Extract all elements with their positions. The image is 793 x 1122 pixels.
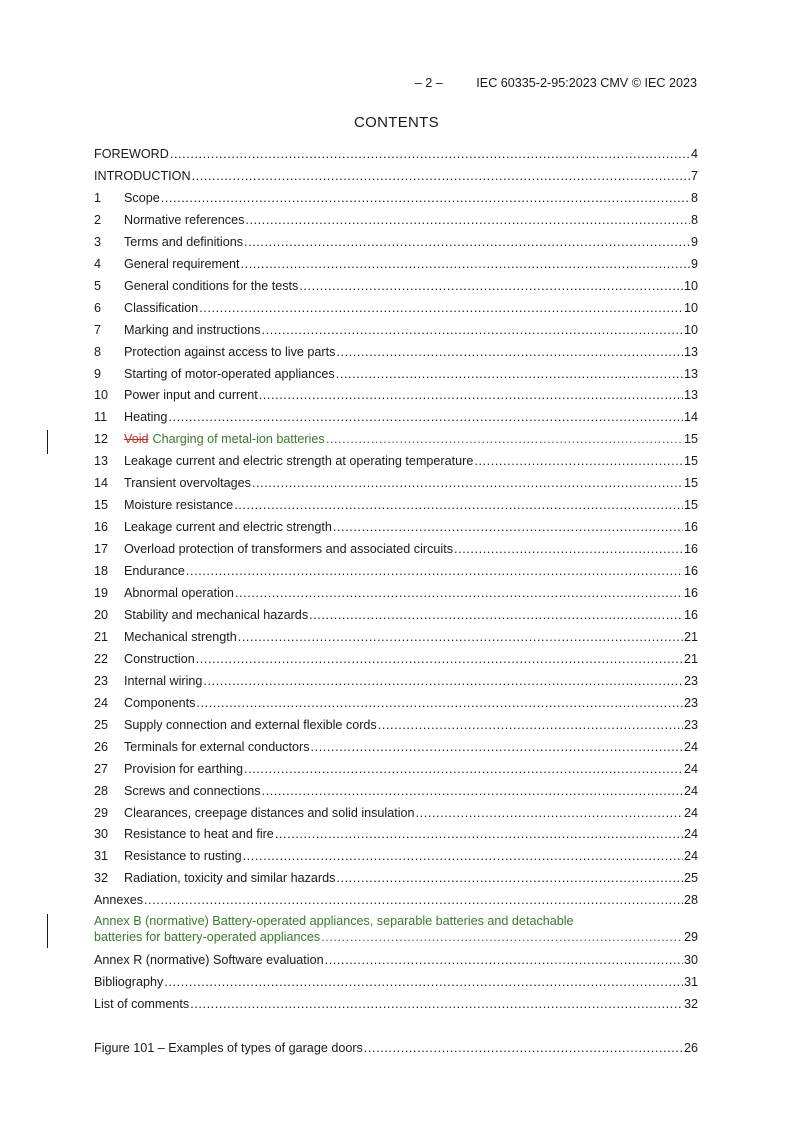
dot-leader xyxy=(245,213,690,228)
clause-number: 31 xyxy=(94,849,109,864)
toc-entry[interactable] xyxy=(94,783,698,799)
entry-text-line2: batteries for battery-operated appliances xyxy=(94,930,321,945)
toc-entry[interactable] xyxy=(94,497,698,513)
entry-text: FOREWORD xyxy=(94,147,169,161)
document-id: IEC 60335-2-95:2023 CMV © IEC 2023 xyxy=(476,76,697,90)
entry-title xyxy=(124,608,308,623)
toc-entry[interactable] xyxy=(94,256,698,272)
page-ref: 16 xyxy=(683,564,698,579)
entry-text: Screws and connections xyxy=(124,783,261,798)
dot-leader xyxy=(238,630,683,645)
toc-entry[interactable] xyxy=(94,541,698,557)
toc-entry[interactable] xyxy=(94,366,698,382)
toc-entry[interactable] xyxy=(94,409,698,425)
entry-title xyxy=(124,740,310,755)
dot-leader xyxy=(170,147,690,162)
entry-text: INTRODUCTION xyxy=(94,168,191,183)
page-ref: 24 xyxy=(683,739,698,754)
page-ref: 9 xyxy=(690,256,698,271)
page-ref: 15 xyxy=(683,432,698,447)
entry-text: Resistance to heat and fire xyxy=(124,827,274,842)
page-title: CONTENTS xyxy=(354,114,439,131)
page-ref: 31 xyxy=(683,975,698,990)
entry-title xyxy=(124,871,335,886)
page-ref: 21 xyxy=(683,629,698,644)
page-ref: 30 xyxy=(683,953,698,968)
clause-number: 17 xyxy=(94,542,109,557)
toc-entry[interactable] xyxy=(94,453,698,469)
dot-leader xyxy=(311,740,683,755)
entry-text: Figure 101 – Examples of types of garage doors xyxy=(94,1041,363,1056)
entry-text: Leakage current and electric strength xyxy=(124,520,332,535)
entry-text-line1: Annex B (normative) Battery-operated appliances, separable batteries and detachable xyxy=(94,914,574,929)
toc-entry[interactable] xyxy=(94,168,698,184)
clause-number: 4 xyxy=(94,256,102,271)
entry-text: Transient overvoltages xyxy=(124,476,251,491)
page-ref: 23 xyxy=(683,695,698,710)
toc-entry[interactable] xyxy=(94,673,698,689)
toc-entry[interactable] xyxy=(94,1040,698,1056)
page-ref: 15 xyxy=(683,498,698,513)
dot-leader xyxy=(190,997,683,1012)
entry-title xyxy=(124,542,453,557)
page-ref: 13 xyxy=(683,366,698,381)
dot-leader xyxy=(235,586,683,601)
page-ref: 10 xyxy=(683,278,698,293)
entry-text: Protection against access to live parts xyxy=(124,344,336,359)
entry-text: Construction xyxy=(124,651,195,666)
entry-text: Scope xyxy=(124,190,160,205)
page-ref: 10 xyxy=(683,322,698,337)
toc-entry[interactable] xyxy=(94,805,698,821)
entry-title xyxy=(124,762,243,777)
entry-title xyxy=(124,784,261,799)
entry-title xyxy=(124,279,298,294)
toc-entry[interactable] xyxy=(94,563,698,579)
dot-leader xyxy=(244,762,683,777)
clause-number: 22 xyxy=(94,651,109,666)
clause-number: 21 xyxy=(94,629,109,644)
entry-text: Annex R (normative) Software evaluation xyxy=(94,953,324,968)
page-ref: 16 xyxy=(683,542,698,557)
toc-entry[interactable] xyxy=(94,892,698,908)
entry-title xyxy=(124,213,244,228)
entry-title xyxy=(124,432,325,447)
clause-number: 8 xyxy=(94,344,102,359)
dot-leader xyxy=(333,520,683,535)
dot-leader xyxy=(164,975,683,990)
page-ref: 13 xyxy=(683,388,698,403)
toc-entry[interactable] xyxy=(94,322,698,338)
dot-leader xyxy=(474,454,683,469)
page-ref: 24 xyxy=(683,783,698,798)
toc-entry[interactable] xyxy=(94,212,698,228)
entry-text: Provision for earthing xyxy=(124,761,244,776)
clause-number: 26 xyxy=(94,739,109,754)
toc-entry[interactable] xyxy=(94,146,698,162)
entry-text: Radiation, toxicity and similar hazards xyxy=(124,871,336,886)
clause-number: 2 xyxy=(94,212,102,227)
entry-title xyxy=(124,235,243,250)
entry-title xyxy=(124,367,335,382)
dot-leader xyxy=(325,953,683,968)
entry-title xyxy=(124,652,195,667)
entry-text: Stability and mechanical hazards xyxy=(124,607,309,622)
entry-title xyxy=(124,586,234,601)
clause-number: 9 xyxy=(94,366,102,381)
clause-number: 6 xyxy=(94,300,102,315)
clause-number: 29 xyxy=(94,805,109,820)
dot-leader xyxy=(241,257,690,272)
page-ref: 29 xyxy=(683,930,698,945)
entry-text: General requirement xyxy=(124,256,240,271)
toc-entry[interactable] xyxy=(94,431,698,447)
page-ref: 24 xyxy=(683,805,698,820)
page-ref: 8 xyxy=(690,212,698,227)
toc-entry[interactable] xyxy=(94,607,698,623)
clause-number: 3 xyxy=(94,234,102,249)
clause-number: 23 xyxy=(94,673,109,688)
dot-leader xyxy=(199,301,683,316)
page-ref: 23 xyxy=(683,673,698,688)
entry-title xyxy=(124,301,198,316)
clause-number: 10 xyxy=(94,388,109,403)
page-ref: 24 xyxy=(683,761,698,776)
page-ref: 15 xyxy=(683,454,698,469)
entry-title xyxy=(124,520,332,535)
entry-title xyxy=(124,191,160,206)
entry-title xyxy=(124,630,237,645)
page-ref: 24 xyxy=(683,827,698,842)
dot-leader xyxy=(252,476,683,491)
toc-entry[interactable] xyxy=(94,952,698,968)
entry-title xyxy=(94,147,169,162)
toc-entry-annex-b[interactable] xyxy=(94,913,698,945)
toc-entry[interactable] xyxy=(94,695,698,711)
entry-title xyxy=(124,476,251,491)
entry-text: Endurance xyxy=(124,564,185,579)
dot-leader xyxy=(275,827,683,842)
clause-number: 15 xyxy=(94,498,109,513)
entry-line2 xyxy=(94,929,698,945)
dot-leader xyxy=(244,235,690,250)
page-ref: 28 xyxy=(683,893,698,908)
entry-title xyxy=(124,498,233,513)
page-ref: 26 xyxy=(683,1041,698,1056)
page-ref: 10 xyxy=(683,300,698,315)
clause-number: 7 xyxy=(94,322,102,337)
toc-entry[interactable] xyxy=(94,234,698,250)
toc-entry[interactable] xyxy=(94,278,698,294)
dot-leader xyxy=(299,279,683,294)
entry-title xyxy=(124,257,240,272)
entry-text: Terminals for external conductors xyxy=(124,739,310,754)
clause-number: 24 xyxy=(94,695,109,710)
dot-leader xyxy=(326,432,683,447)
deleted-text: Void xyxy=(124,432,149,447)
entry-title xyxy=(124,674,202,689)
page-ref: 8 xyxy=(690,190,698,205)
toc-entry[interactable] xyxy=(94,717,698,733)
entry-title xyxy=(94,975,163,990)
dot-leader xyxy=(321,929,683,945)
page-ref: 13 xyxy=(683,344,698,359)
toc-entry[interactable] xyxy=(94,739,698,755)
clause-number: 25 xyxy=(94,717,109,732)
dot-leader xyxy=(262,323,683,338)
clause-number: 20 xyxy=(94,607,109,622)
toc-entry[interactable] xyxy=(94,761,698,777)
page-number: – 2 – xyxy=(414,76,443,90)
entry-title xyxy=(124,718,377,733)
page-ref: 32 xyxy=(683,997,698,1012)
entry-title xyxy=(94,953,324,968)
page-ref: 21 xyxy=(683,651,698,666)
dot-leader xyxy=(196,696,683,711)
dot-leader xyxy=(203,674,683,689)
entry-text: Mechanical strength xyxy=(124,629,237,644)
dot-leader xyxy=(262,784,683,799)
dot-leader xyxy=(243,849,683,864)
page-ref: 16 xyxy=(683,607,698,622)
toc-entry[interactable] xyxy=(94,870,698,886)
entry-text: Supply connection and external flexible cords xyxy=(124,717,377,732)
clause-number: 19 xyxy=(94,586,109,600)
entry-text: List of comments xyxy=(94,997,190,1012)
entry-text: Classification xyxy=(124,300,199,315)
dot-leader xyxy=(186,564,683,579)
page-ref: 9 xyxy=(690,234,698,249)
entry-text: Marking and instructions xyxy=(124,322,261,337)
toc-entry[interactable] xyxy=(94,519,698,535)
clause-number: 13 xyxy=(94,454,109,469)
page-ref: 16 xyxy=(683,586,698,600)
entry-text: Leakage current and electric strength at operating temperature xyxy=(124,454,474,469)
entry-text: Components xyxy=(124,695,196,710)
toc-entry[interactable] xyxy=(94,974,698,990)
page-ref: 25 xyxy=(683,871,698,886)
dot-leader xyxy=(336,345,683,360)
dot-leader xyxy=(234,498,683,513)
entry-text: Moisture resistance xyxy=(124,498,234,513)
toc-entry[interactable] xyxy=(94,826,698,842)
clause-number: 32 xyxy=(94,871,109,886)
dot-leader xyxy=(259,388,683,403)
entry-text: Clearances, creepage distances and solid insulation xyxy=(124,805,415,820)
revision-bar xyxy=(47,914,48,948)
toc-entry[interactable] xyxy=(94,996,698,1012)
clause-number: 5 xyxy=(94,278,102,293)
toc-entry[interactable] xyxy=(94,300,698,316)
page-ref: 23 xyxy=(683,717,698,732)
clause-number: 12 xyxy=(94,432,109,447)
entry-text: Charging of metal-ion batteries xyxy=(152,432,325,447)
dot-leader xyxy=(309,608,683,623)
clause-number: 18 xyxy=(94,564,109,579)
entry-text: Heating xyxy=(124,410,168,425)
entry-title xyxy=(124,410,167,425)
clause-number: 27 xyxy=(94,761,109,776)
page-header xyxy=(415,76,697,90)
entry-title xyxy=(124,388,258,403)
entry-title xyxy=(94,893,143,908)
entry-title xyxy=(124,564,185,579)
entry-title xyxy=(94,1041,363,1056)
page-ref: 15 xyxy=(683,476,698,491)
entry-text: Abnormal operation xyxy=(124,586,234,600)
clause-number: 14 xyxy=(94,476,109,491)
dot-leader xyxy=(161,191,690,206)
clause-number: 11 xyxy=(94,410,108,425)
entry-text: Starting of motor-operated appliances xyxy=(124,366,335,381)
clause-number: 16 xyxy=(94,520,109,535)
toc-entry[interactable] xyxy=(94,651,698,667)
page-ref: 16 xyxy=(683,520,698,535)
toc-entry[interactable] xyxy=(94,387,698,403)
toc-entry[interactable] xyxy=(94,848,698,864)
entry-text: Resistance to rusting xyxy=(124,849,242,864)
entry-title xyxy=(94,997,189,1012)
dot-leader xyxy=(144,893,683,908)
dot-leader xyxy=(454,542,683,557)
dot-leader xyxy=(336,367,683,382)
entry-title xyxy=(124,696,195,711)
clause-number: 1 xyxy=(94,190,102,205)
entry-text: Bibliography xyxy=(94,975,164,990)
dot-leader xyxy=(168,410,683,425)
entry-title xyxy=(124,345,335,360)
revision-bar xyxy=(47,430,48,454)
entry-title xyxy=(124,454,473,469)
toc-entry[interactable] xyxy=(94,629,698,645)
toc-entry[interactable] xyxy=(94,190,698,206)
entry-text: General conditions for the tests xyxy=(124,278,299,293)
dot-leader xyxy=(196,652,683,667)
entry-title xyxy=(124,323,261,338)
page-ref: 14 xyxy=(683,410,698,425)
page-ref: 4 xyxy=(690,147,698,161)
dot-leader xyxy=(192,169,690,184)
entry-text: Annexes xyxy=(94,893,144,908)
page-ref: 24 xyxy=(683,849,698,864)
entry-text: Power input and current xyxy=(124,388,258,403)
entry-title xyxy=(94,169,191,184)
clause-number: 30 xyxy=(94,827,109,842)
entry-text: Normative references xyxy=(124,212,245,227)
dot-leader xyxy=(416,806,683,821)
toc-entry[interactable] xyxy=(94,475,698,491)
entry-title xyxy=(124,849,242,864)
page-ref: 7 xyxy=(690,168,698,183)
dot-leader xyxy=(336,871,683,886)
dot-leader xyxy=(364,1041,683,1056)
clause-number: 28 xyxy=(94,783,109,798)
entry-text: Overload protection of transformers and associated circuits xyxy=(124,542,453,557)
entry-title xyxy=(124,827,274,842)
toc-entry[interactable] xyxy=(94,585,698,601)
entry-text: Internal wiring xyxy=(124,673,203,688)
entry-title xyxy=(124,806,415,821)
dot-leader xyxy=(378,718,683,733)
entry-text: Terms and definitions xyxy=(124,234,244,249)
toc-entry[interactable] xyxy=(94,344,698,360)
